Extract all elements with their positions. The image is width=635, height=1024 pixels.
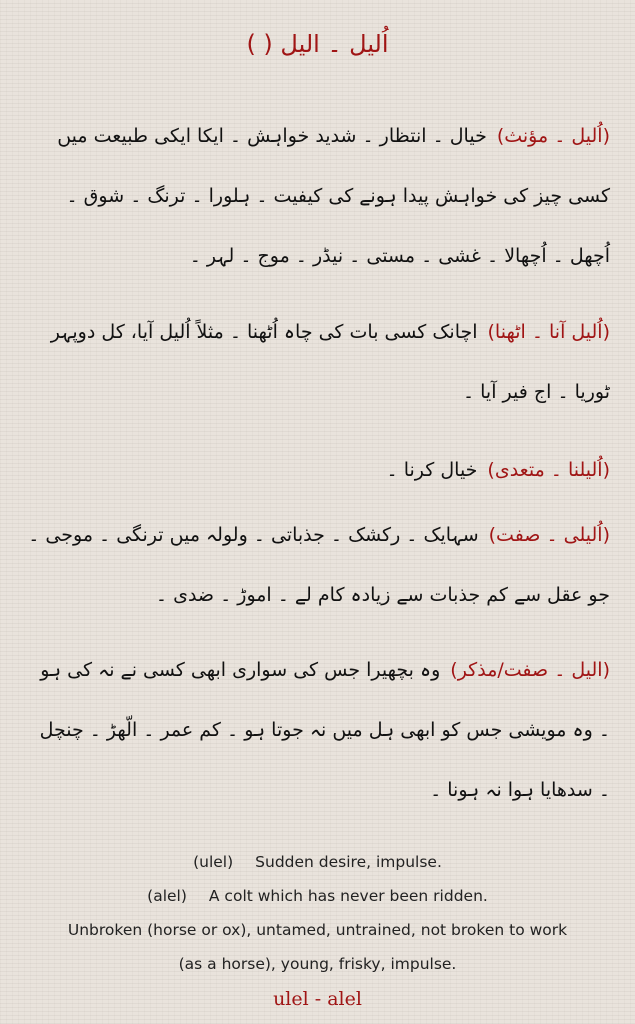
entry-term: (اُلیلی ۔ صفت) [488, 524, 610, 546]
english-gloss-alel [0, 886, 635, 906]
gloss-text: A colt which has never been ridden. [208, 887, 488, 905]
entry-term: (اُلیل آنا ۔ اٹھنا) [487, 321, 610, 343]
entry-uleel-noun [24, 106, 610, 286]
gloss-text: Sudden desire, impulse. [255, 853, 442, 871]
entry-uleel-aana [24, 302, 610, 422]
transliteration-tag: ulel - alel [273, 988, 362, 1010]
page-heading: اُلیل ۔ الیل ( ) [246, 30, 389, 58]
entry-uleeli-adjective [24, 505, 610, 625]
entry-definition: اچانک کسی بات کی چاہ اُٹھنا ۔ مثلاً اُلیل آیا، کل دوپہر ٹوریا ۔ اج فیر آیا ۔ [50, 321, 610, 403]
entry-definition: وہ بچھیرا جس کی سواری ابھی کسی نے نہ کی ہو ۔ وہ مویشی جس کو ابھی ہل میں نہ جوتا ہو ۔ کم عمر ۔ الّھڑ ۔ چنچل ۔ سدھایا ہوا نہ ہونا ۔ [39, 659, 610, 801]
gloss-code: (alel) [147, 887, 187, 905]
entry-term: (اُلیلنا ۔ متعدی) [487, 459, 610, 481]
english-gloss-ulel [0, 852, 635, 872]
entry-uleelna [24, 440, 610, 500]
english-gloss-line: (as a horse), young, frisky, impulse. [178, 955, 457, 973]
entry-term: (الیل ۔ صفت/مذکر) [450, 659, 610, 681]
english-gloss-line: Unbroken (horse or ox), untamed, untrained, not broken to work [67, 921, 568, 939]
gloss-code: (ulel) [193, 853, 234, 871]
entry-aleel-adjective [24, 640, 610, 820]
entry-definition: سہایک ۔ رکشک ۔ جذباتی ۔ ولولہ میں ترنگی ۔ موجی ۔ جو عقل سے کم جذبات سے زیادہ کام لے ۔ اموڑ ۔ ضدی ۔ [28, 524, 610, 606]
entry-definition: خیال کرنا ۔ [386, 459, 478, 481]
entry-definition: خیال ۔ انتظار ۔ شدید خواہش ۔ ایکا ایکی طبیعت میں کسی چیز کی خواہش پیدا ہونے کی کیفیت ۔ ہلورا ۔ ترنگ ۔ شوق ۔ اُچھل ۔ اُچھالا ۔ غشی ۔ مستی ۔ نیڈر ۔ موج ۔ لہر ۔ [57, 125, 610, 267]
entry-term: (اُلیل ۔ مؤنث) [496, 125, 610, 147]
